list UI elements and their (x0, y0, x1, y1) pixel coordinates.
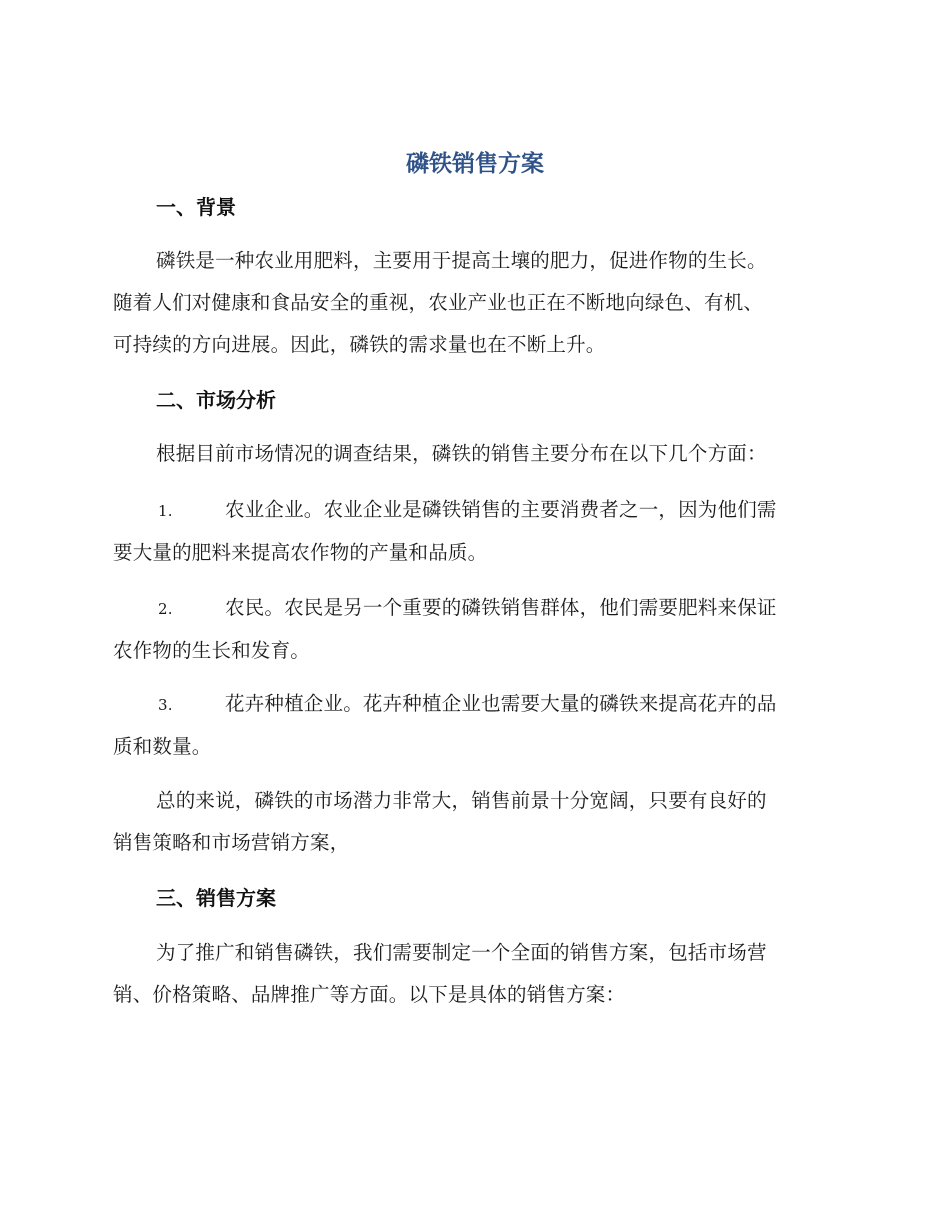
paragraph-line: 总的来说，磷铁的市场潜力非常大，销售前景十分宽阔，只要有良好的 (156, 789, 767, 812)
list-item (113, 683, 833, 768)
list-number: 1. (158, 502, 173, 520)
sales-plan-paragraph (113, 932, 833, 1016)
list-item-line: 花卉种植企业。花卉种植企业也需要大量的磷铁来提高花卉的品 (225, 692, 777, 715)
paragraph-line: 根据目前市场情况的调查结果，磷铁的销售主要分布在以下几个方面： (156, 442, 767, 465)
paragraph-line: 为了推广和销售磷铁，我们需要制定一个全面的销售方案，包括市场营 (156, 941, 767, 964)
list-item-line: 质和数量。 (113, 735, 212, 758)
list-item-line: 农民。农民是另一个重要的磷铁销售群体，他们需要肥料来保证 (225, 596, 777, 619)
paragraph-line: 销售策略和市场营销方案， (113, 831, 350, 854)
paragraph-line: 可持续的方向进展。因此，磷铁的需求量也在不断上升。 (113, 333, 606, 356)
section-heading-background: 一、背景 (156, 195, 236, 219)
list-number: 2. (158, 600, 173, 618)
market-summary-paragraph (113, 780, 833, 864)
section-heading-market-analysis: 二、市场分析 (156, 388, 276, 412)
paragraph-line: 随着人们对健康和食品安全的重视，农业产业也正在不断地向绿色、有机、 (113, 291, 764, 314)
list-item (113, 489, 833, 574)
paragraph-line: 磷铁是一种农业用肥料，主要用于提高土壤的肥力，促进作物的生长。 (156, 249, 767, 272)
background-paragraph (113, 240, 833, 366)
list-item-line: 农作物的生长和发育。 (113, 639, 311, 662)
list-item (113, 587, 833, 672)
list-item-line: 要大量的肥料来提高农作物的产量和品质。 (113, 541, 488, 564)
list-number: 3. (158, 696, 173, 714)
market-intro-paragraph (113, 433, 833, 475)
document-title: 磷铁销售方案 (406, 151, 544, 177)
paragraph-line: 销、价格策略、品牌推广等方面。以下是具体的销售方案： (113, 983, 626, 1006)
section-heading-sales-plan: 三、销售方案 (156, 886, 276, 910)
list-item-line: 农业企业。农业企业是磷铁销售的主要消费者之一，因为他们需 (225, 498, 777, 521)
